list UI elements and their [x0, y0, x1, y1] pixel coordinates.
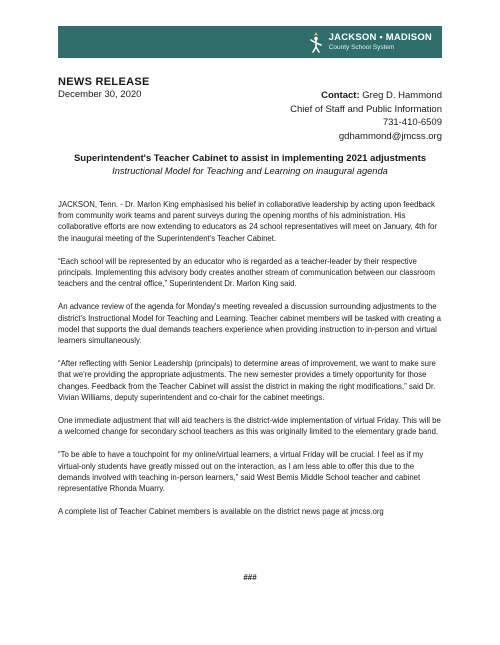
paragraph: “Each school will be represented by an educator who is regarded as a teacher-leader by their respective principals. Implementing this advisory body creates another stream of communication between our classroom teachers and the central office,” Superintendent Dr. Marlon King said.	[58, 256, 436, 289]
logo-text	[329, 33, 432, 51]
contact-label: Contact:	[321, 90, 360, 101]
paragraph: A complete list of Teacher Cabinet members is available on the district news page at jmcss.org	[58, 507, 384, 517]
paragraph: JACKSON, Tenn. - Dr. Marlon King emphasised his belief in collaborative leadership by acting upon feedback from community work teams and parent surveys during the opening months of his administration. His collaborative efforts are now extending to educators as 24 school representatives will meet on January, 4th for the inaugural meeting of the Superintendent's Teacher Cabinet.	[58, 200, 437, 243]
logo-district-name: JACKSON • MADISON	[328, 32, 432, 43]
article-headline: Superintendent's Teacher Cabinet to assist in implementing 2021 adjustments	[73, 153, 427, 164]
contact-role: Chief of Staff and Public Information	[290, 103, 442, 115]
contact-name: Greg D. Hammond	[362, 90, 442, 101]
contact-phone: 731-410-6509	[382, 117, 442, 128]
end-mark: ###	[243, 573, 257, 582]
contact-block	[222, 89, 442, 143]
district-logo[interactable]	[307, 30, 432, 54]
article-body	[58, 199, 442, 529]
contact-email[interactable]: gdhammond@jmcss.org	[338, 130, 442, 142]
paragraph: An advance review of the agenda for Monday's meeting revealed a discussion surrounding adjustments to the district's Instructional Model for Teaching and Learning. Teacher cabinet members will be tasked with creating a model that supports the dual demands teachers experience when providing instruction to in-person and virtual learners simultaneously.	[58, 302, 442, 346]
torch-person-icon	[307, 31, 325, 53]
contact-name-line	[222, 89, 442, 103]
header-banner	[58, 26, 442, 58]
paragraph: “After reflecting with Senior Leadership (principals) to determine areas of improvement, we want to make sure that we're providing the appropriate adjustments. The new semester provides a timely opportunity for those changes. Feedback from the Teacher Cabinet will assist the district in making the right modifications,” said Dr. Vivian Williams, deputy superintendent and co-chair for the cabinet meetings.	[58, 359, 436, 402]
release-date: December 30, 2020	[58, 89, 142, 100]
logo-system-name: County School System	[328, 43, 395, 51]
release-title: NEWS RELEASE	[58, 76, 150, 88]
paragraph: One immediate adjustment that will aid teachers is the district-wide implementation of virtual Friday. This will be a welcomed change for secondary school teachers as this was originally limited to the elementary grade band.	[58, 416, 441, 437]
paragraph: “To be able to have a touchpoint for my online/virtual learners, a virtual Friday will be crucial. I feel as if my virtual-only students have greatly missed out on the interaction, as I am less able to offer this due to the demands involved with teaching in-person learners,” said West Bemis Middle School teacher and cabinet representative Rhonda Muarry.	[58, 450, 424, 494]
article-subhead: Instructional Model for Teaching and Learning on inaugural agenda	[112, 166, 388, 176]
